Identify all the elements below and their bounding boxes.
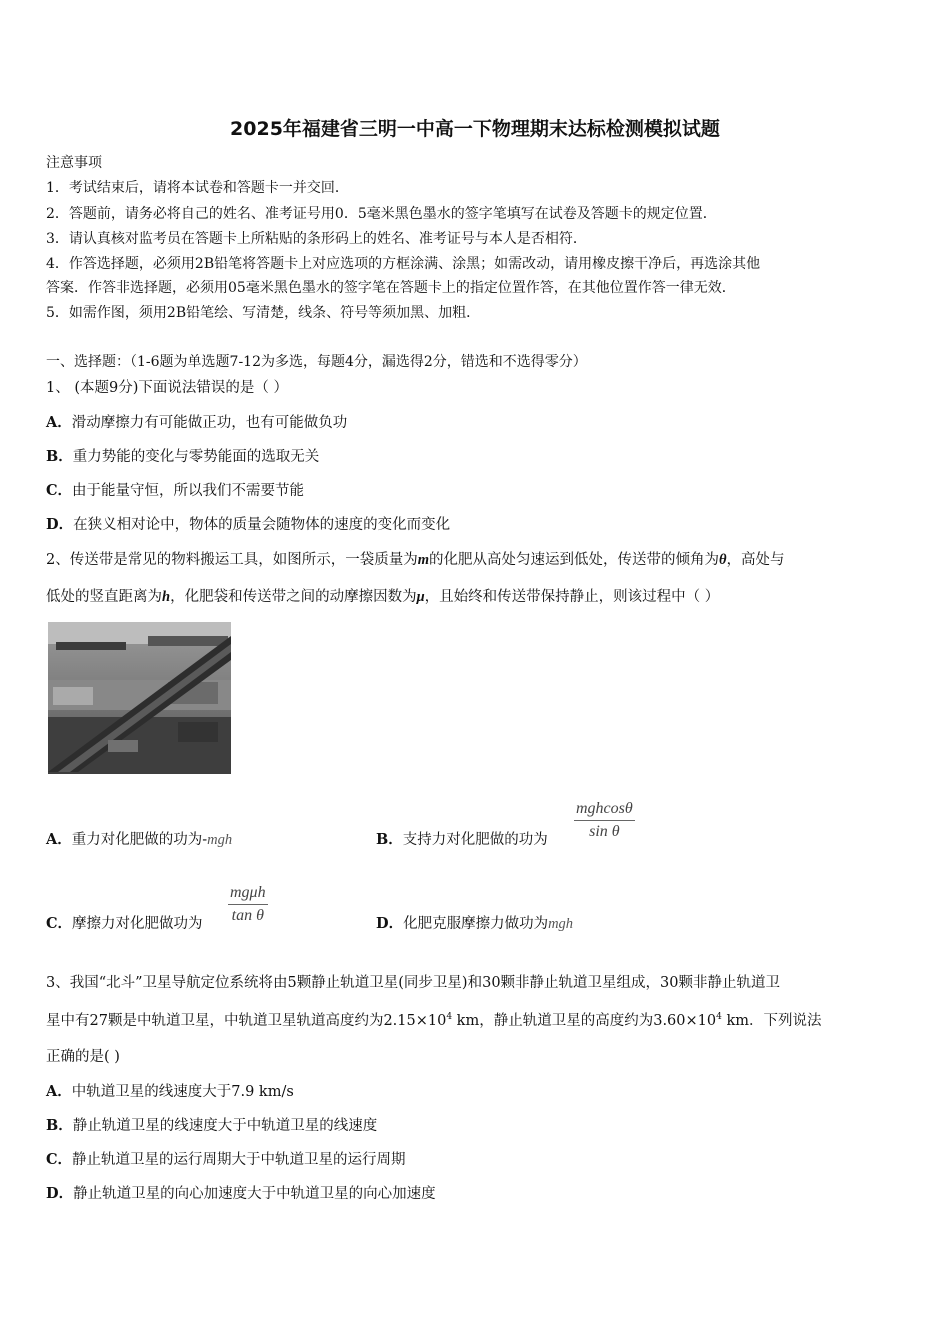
notice-item: 4．作答选择题，必须用2B铅笔将答题卡上对应选项的方框涂满、涂黑；如需改动，请用橡皮擦干净后，再选涂其他 — [46, 256, 761, 272]
page-title: 2025年福建省三明一中高一下物理期末达标检测模拟试题 — [230, 118, 720, 140]
section-heading: 一、选择题：（1-6题为单选题7-12为多选，每题4分，漏选得2分，错选和不选得零分） — [46, 354, 587, 370]
q3-option-b: B．静止轨道卫星的线速度大于中轨道卫星的线速度 — [46, 1117, 378, 1134]
q2-option-c: C．摩擦力对化肥做功为 — [46, 915, 203, 932]
notice-item: 1．考试结束后，请将本试卷和答题卡一并交回． — [46, 180, 349, 196]
q2-stem-line1: 2、传送带是常见的物料搬运工具，如图所示，一袋质量为m的化肥从高处匀速运到低处，传送带的倾角为θ，高处与 — [46, 552, 785, 568]
notice-item: 3．请认真核对监考员在答题卡上所粘贴的条形码上的姓名、准考证号与本人是否相符． — [46, 231, 587, 247]
conveyor-belt-photo — [48, 622, 231, 774]
q1-option-a: A．滑动摩擦力有可能做正功，也有可能做负功 — [46, 414, 348, 431]
q2-option-a: A．重力对化肥做的功为-mgh — [46, 831, 233, 848]
q1-option-b: B．重力势能的变化与零势能面的选取无关 — [46, 448, 320, 465]
q1-option-d: D．在狭义相对论中，物体的质量会随物体的速度的变化而变化 — [46, 516, 451, 533]
q2-option-d: D．化肥克服摩擦力做功为mgh — [376, 915, 574, 932]
notice-item: 5．如需作图，须用2B铅笔绘、写清楚，线条、符号等须加黑、加粗． — [46, 305, 481, 321]
q2-option-b-fraction: mghcosθ sin θ — [576, 800, 633, 840]
notice-heading: 注意事项 — [46, 155, 102, 171]
notice-item: 2．答题前，请务必将自己的姓名、准考证号用0．5毫米黑色墨水的签字笔填写在试卷及答题卡的规定位置． — [46, 206, 717, 222]
q2-stem-line2: 低处的竖直距离为h，化肥袋和传送带之间的动摩擦因数为μ，且始终和传送带保持静止，则该过程中（ ） — [46, 589, 720, 605]
q1-option-c: C．由于能量守恒，所以我们不需要节能 — [46, 482, 305, 499]
q3-stem-line3: 正确的是( ) — [46, 1049, 120, 1065]
q3-stem-line2: 星中有27颗是中轨道卫星，中轨道卫星轨道高度约为$2.15\times 10^4$ km，静止轨道卫星的高度约为$3.60\times 10^4$ km．下列说法 — [46, 1012, 822, 1029]
notice-item: 答案．作答非选择题，必须用05毫米黑色墨水的签字笔在答题卡上的指定位置作答，在其他位置作答一律无效． — [46, 280, 736, 296]
q1-stem: 1、 (本题9分)下面说法错误的是（ ） — [46, 380, 288, 396]
q3-option-c: C．静止轨道卫星的运行周期大于中轨道卫星的运行周期 — [46, 1151, 406, 1168]
q3-option-a: A．中轨道卫星的线速度大于7.9 km/s — [46, 1083, 294, 1100]
q3-stem-line1: 3、我国“北斗”卫星导航定位系统将由5颗静止轨道卫星(同步卫星)和30颗非静止轨道卫星组成，30颗非静止轨道卫 — [46, 975, 780, 991]
q2-option-b: B．支持力对化肥做的功为 — [376, 831, 548, 848]
q2-option-c-fraction: mgμh tan θ — [230, 884, 266, 924]
q3-option-d: D．静止轨道卫星的向心加速度大于中轨道卫星的向心加速度 — [46, 1185, 436, 1202]
